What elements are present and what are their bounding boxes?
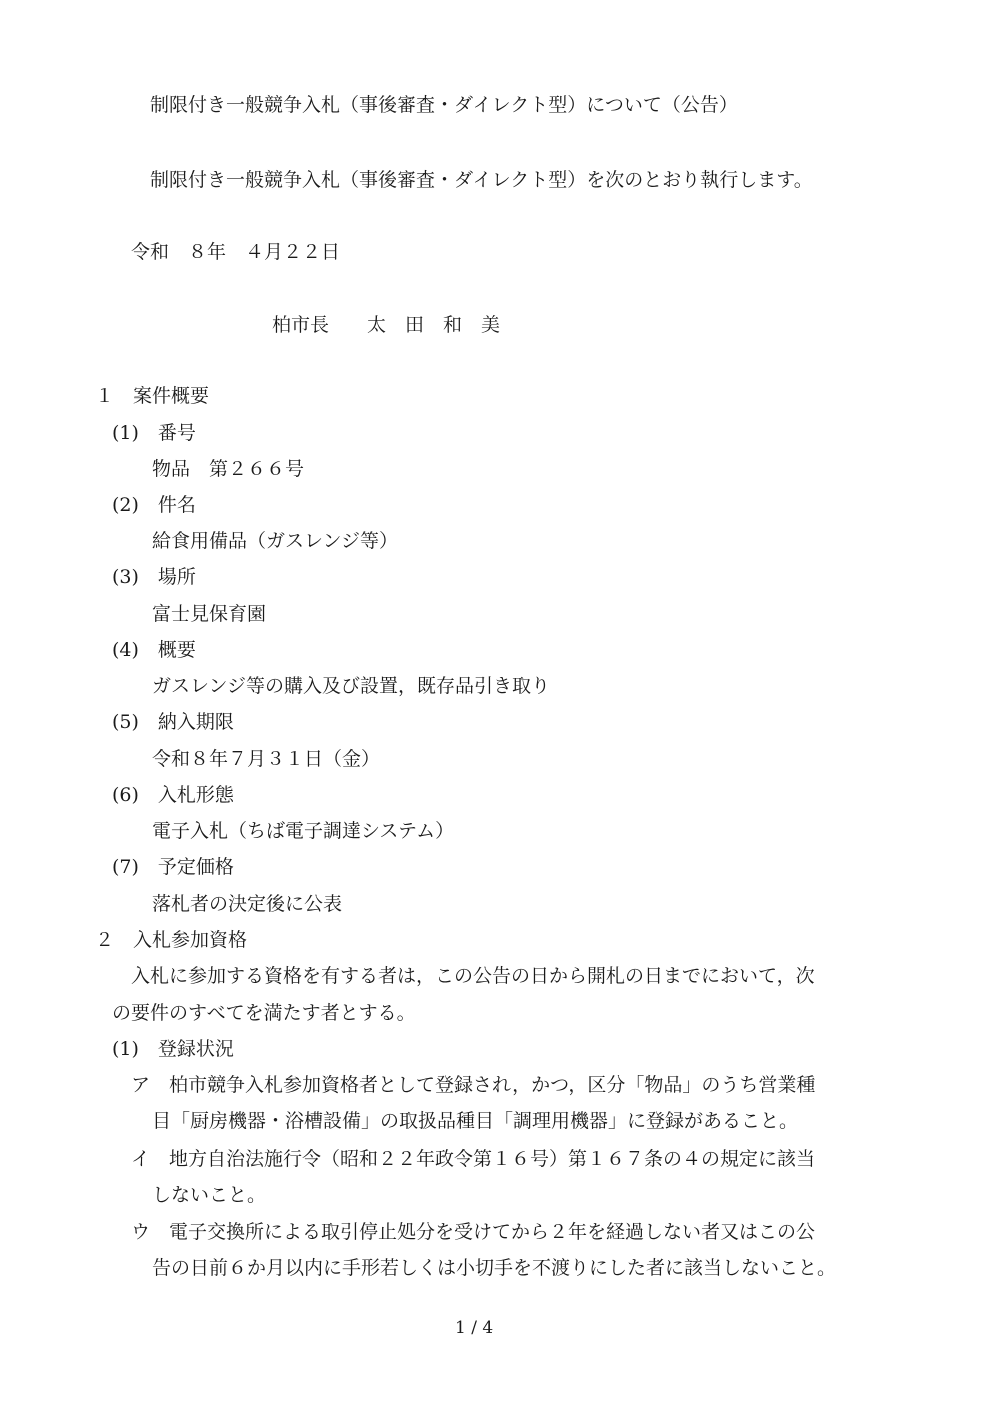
section-1-heading: １ 案件概要 (95, 385, 210, 407)
notice-date: 令和 ８年 ４月２２日 (131, 241, 341, 263)
item-4-value: ガスレンジ等の購入及び設置，既存品引き取り (152, 675, 551, 697)
section-2-heading: ２ 入札参加資格 (95, 929, 248, 951)
section-2-intro-line1: 入札に参加する資格を有する者は，この公告の日から開札の日までにおいて，次 (131, 965, 815, 987)
condition-i-line2: しないこと。 (152, 1184, 267, 1206)
item-5-value: 令和８年７月３１日（金） (152, 748, 381, 770)
item-3-label: (3) 場所 (112, 566, 196, 588)
item-1-label: (1) 番号 (112, 422, 196, 444)
condition-a-line1: ア 柏市競争入札参加資格者として登録され，かつ，区分「物品」のうち営業種 (131, 1074, 816, 1096)
item-3-value: 富士見保育園 (152, 603, 267, 625)
item-1-value: 物品 第２６６号 (152, 458, 305, 480)
registration-heading: (1) 登録状況 (112, 1038, 234, 1060)
issuer-name: 柏市長 太 田 和 美 (272, 314, 501, 336)
notice-title: 制限付き一般競争入札（事後審査・ダイレクト型）について（公告） (150, 94, 738, 116)
condition-u-line1: ウ 電子交換所による取引停止処分を受けてから２年を経過しない者又はこの公 (131, 1221, 816, 1243)
item-7-label: (7) 予定価格 (112, 856, 234, 878)
lead-sentence: 制限付き一般競争入札（事後審査・ダイレクト型）を次のとおり執行します。 (150, 169, 813, 191)
condition-u-line2: 告の日前６か月以内に手形若しくは小切手を不渡りにした者に該当しないこと。 (152, 1257, 837, 1279)
condition-a-line2: 目「厨房機器・浴槽設備」の取扱品種目「調理用機器」に登録があること。 (152, 1110, 799, 1132)
item-5-label: (5) 納入期限 (112, 711, 234, 733)
page-number: 1 / 4 (455, 1318, 494, 1338)
item-7-value: 落札者の決定後に公表 (152, 893, 343, 915)
condition-i-line1: イ 地方自治法施行令（昭和２２年政令第１６号）第１６７条の４の規定に該当 (131, 1148, 816, 1170)
item-2-label: (2) 件名 (112, 494, 196, 516)
item-2-value: 給食用備品（ガスレンジ等） (152, 530, 399, 552)
section-2-intro-line2: の要件のすべてを満たす者とする。 (112, 1002, 416, 1024)
item-4-label: (4) 概要 (112, 639, 196, 661)
item-6-value: 電子入札（ちば電子調達システム） (152, 820, 455, 842)
item-6-label: (6) 入札形態 (112, 784, 234, 806)
